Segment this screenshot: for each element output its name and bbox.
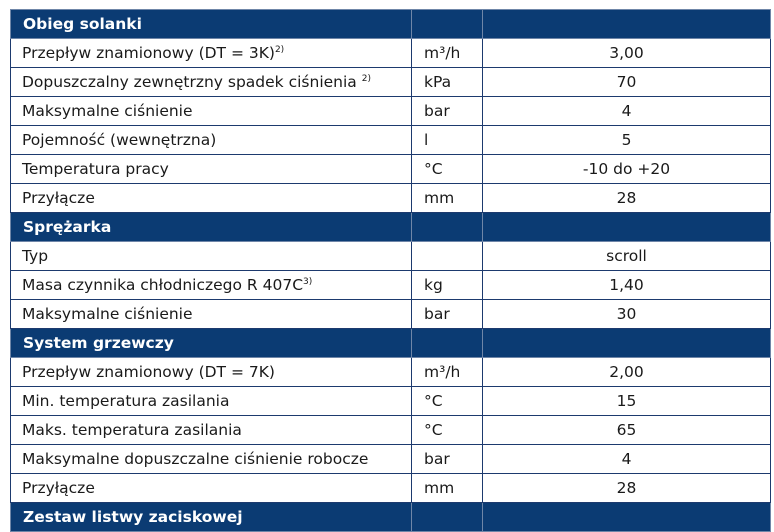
value: 28 (483, 474, 771, 503)
unit: bar (412, 300, 483, 329)
parameter-name: Min. temperatura zasilania (11, 387, 412, 416)
table-row (11, 474, 771, 503)
table-row (11, 271, 771, 300)
value: 65 (483, 416, 771, 445)
parameter-name: Pojemność (wewnętrzna) (11, 126, 412, 155)
parameter-name: Maksymalne ciśnienie (11, 97, 412, 126)
value: 5 (483, 126, 771, 155)
unit: m³/h (412, 358, 483, 387)
section-title: Zestaw listwy zaciskowej (11, 503, 412, 532)
footnote-ref: 2) (274, 45, 285, 55)
parameter-name: Masa czynnika chłodniczego R $407C^{3)}$ (11, 271, 412, 300)
parameter-name: Przyłącze (11, 474, 412, 503)
table-row (11, 242, 771, 271)
footnote-ref: 3) (303, 277, 313, 287)
footnote-ref: 2) (361, 74, 371, 84)
unit: °C (412, 387, 483, 416)
section-header-sprezarka (11, 213, 771, 242)
unit: kg (412, 271, 483, 300)
parameter-name: Przyłącze (11, 184, 412, 213)
parameter-name: Maksymalne dopuszczalne ciśnienie robocze (11, 445, 412, 474)
parameter-name: Temperatura pracy (11, 155, 412, 184)
value: 2,00 (483, 358, 771, 387)
table-row (11, 445, 771, 474)
parameter-name: Przepływ znamionowy (DT = 7K) (11, 358, 412, 387)
unit (412, 242, 483, 271)
value: 4 (483, 97, 771, 126)
unit: mm (412, 184, 483, 213)
unit: kPa (412, 68, 483, 97)
value: -10 do +20 (483, 155, 771, 184)
unit: m³/h (412, 39, 483, 68)
parameter-name: Maksymalne ciśnienie (11, 300, 412, 329)
table-row (11, 97, 771, 126)
unit: mm (412, 474, 483, 503)
unit: °C (412, 155, 483, 184)
value: 70 (483, 68, 771, 97)
section-title: Obieg solanki (11, 10, 412, 39)
parameter-name: Maks. temperatura zasilania (11, 416, 412, 445)
table-row (11, 184, 771, 213)
value: 1,40 (483, 271, 771, 300)
table-row (11, 358, 771, 387)
value: 4 (483, 445, 771, 474)
table-row (11, 300, 771, 329)
section-header-zestaw-listwy-zaciskowej (11, 503, 771, 532)
table-row (11, 126, 771, 155)
value: 28 (483, 184, 771, 213)
section-header-obieg-solanki (11, 10, 771, 39)
section-title: Sprężarka (11, 213, 412, 242)
section-title: System grzewczy (11, 329, 412, 358)
value: 3,00 (483, 39, 771, 68)
parameter-name: Dopuszczalny zewnętrzny spadek ciśnienia $^{2)}$ (11, 68, 412, 97)
value: 15 (483, 387, 771, 416)
table-row (11, 155, 771, 184)
value: 30 (483, 300, 771, 329)
section-header-system-grzewczy (11, 329, 771, 358)
unit: °C (412, 416, 483, 445)
unit: bar (412, 445, 483, 474)
table-row (11, 387, 771, 416)
table-row (11, 68, 771, 97)
unit: l (412, 126, 483, 155)
unit: bar (412, 97, 483, 126)
value: scroll (483, 242, 771, 271)
parameter-name: Typ (11, 242, 412, 271)
parameter-name: Przepływ znamionowy (DT = 3K)$^{2)}$ (11, 39, 412, 68)
specification-table (10, 9, 771, 532)
table-row (11, 416, 771, 445)
table-row (11, 39, 771, 68)
